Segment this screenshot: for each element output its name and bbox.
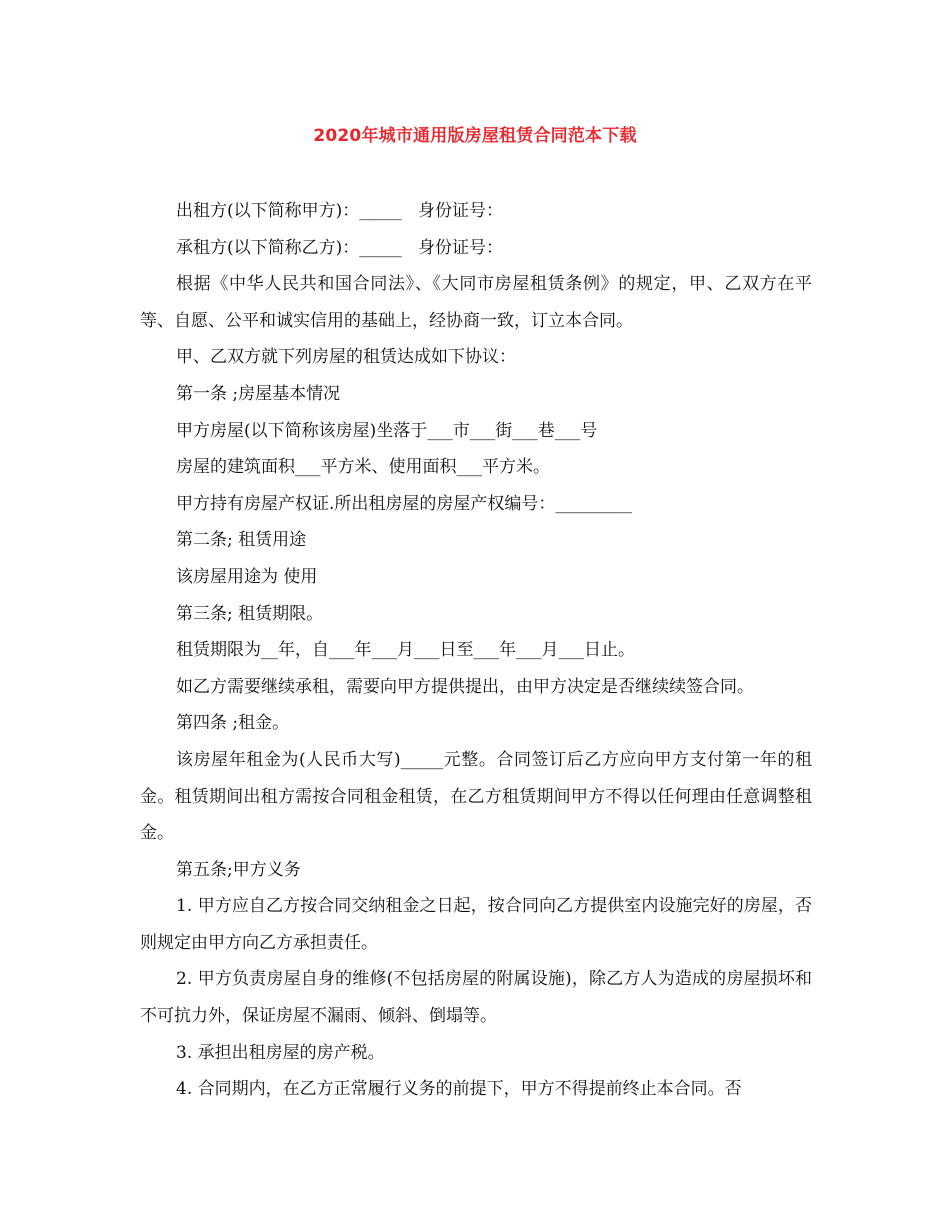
- article-2-heading: 第二条; 租赁用途: [176, 530, 307, 551]
- property-certificate: 甲方持有房屋产权证.所出租房屋的房屋产权编号：_________: [176, 493, 632, 514]
- agreement-intro: 甲、乙双方就下列房屋的租赁达成如下协议：: [176, 347, 516, 368]
- preamble-paragraph: 根据《中华人民共和国合同法》、《大同市房屋租赁条例》的规定，甲、乙双方在平等、自愿、公平和诚实信用的基础上，经协商一致，订立本合同。: [140, 274, 812, 331]
- property-location: 甲方房屋(以下简称该房屋)坐落于___市___街___巷___号: [176, 420, 598, 441]
- article-5-heading: 第五条;甲方义务: [176, 859, 301, 880]
- article-4-heading: 第四条 ;租金。: [176, 713, 290, 734]
- property-usage: 该房屋用途为 使用: [176, 566, 318, 587]
- contract-body: [140, 193, 812, 1108]
- document-title: 2020年城市通用版房屋租赁合同范本下载: [313, 126, 637, 146]
- article-1-heading: 第一条 ;房屋基本情况: [176, 383, 341, 404]
- property-area: 房屋的建筑面积___平方米、使用面积___平方米。: [176, 457, 550, 478]
- lessor-line: 出租方(以下简称甲方)：_____ 身份证号：: [176, 201, 503, 221]
- lessee-line: 承租方(以下简称乙方)：_____ 身份证号：: [176, 237, 503, 258]
- article-3-heading: 第三条; 租赁期限。: [176, 603, 324, 624]
- rent-paragraph: 该房屋年租金为(人民币大写)_____元整。合同签订后乙方应向甲方支付第一年的租金。租赁期间出租方需按合同租金租赁，在乙方租赁期间甲方不得以任何理由任意调整租金。: [140, 749, 812, 844]
- lessor-duty-2: 2. 甲方负责房屋自身的维修(不包括房屋的附属设施)，除乙方人为造成的房屋损坏和不可抗力外，保证房屋不漏雨、倾斜、倒塌等。: [140, 969, 812, 1027]
- lessor-duty-1: 1. 甲方应自乙方按合同交纳租金之日起，按合同向乙方提供室内设施完好的房屋，否则规定由甲方向乙方承担责任。: [140, 896, 812, 953]
- lease-renewal: 如乙方需要继续承租，需要向甲方提供提出，由甲方决定是否继续续签合同。: [176, 676, 754, 697]
- lessor-duty-3: 3. 承担出租房屋的房产税。: [176, 1042, 385, 1063]
- lessor-duty-4: 4. 合同期内，在乙方正常履行义务的前提下，甲方不得提前终止本合同。否: [176, 1079, 742, 1100]
- lease-term: 租赁期限为__年，自___年___月___日至___年___月___日止。: [176, 640, 635, 661]
